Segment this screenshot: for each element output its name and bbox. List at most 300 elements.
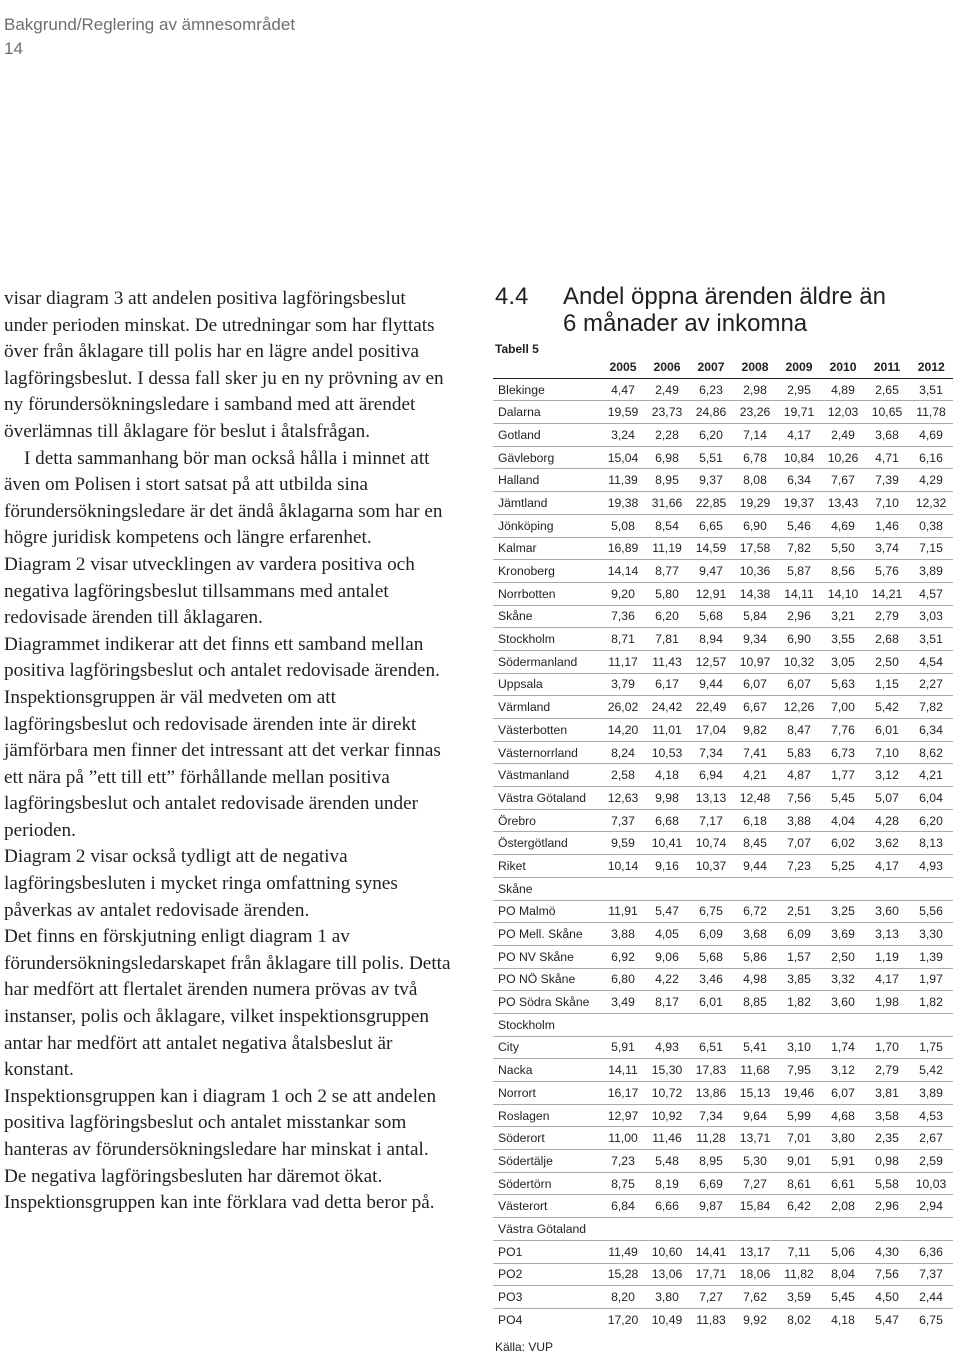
table-cell: 4,93 xyxy=(645,1036,689,1059)
table-cell: 3,12 xyxy=(821,1059,865,1082)
table-cell: 12,97 xyxy=(601,1104,645,1127)
table-cell: 3,13 xyxy=(865,923,909,946)
table-cell: 10,72 xyxy=(645,1082,689,1105)
row-label: Riket xyxy=(493,855,601,878)
row-label: Örebro xyxy=(493,809,601,832)
table-cell: 8,75 xyxy=(601,1172,645,1195)
table-row xyxy=(493,582,953,605)
table-cell: 9,59 xyxy=(601,832,645,855)
table-cell: 3,62 xyxy=(865,832,909,855)
table-cell: 6,07 xyxy=(821,1082,865,1105)
row-label: Gotland xyxy=(493,424,601,447)
table-cell: 5,47 xyxy=(645,900,689,923)
row-label: PO1 xyxy=(493,1240,601,1263)
table-row xyxy=(493,1082,953,1105)
table-cell: 8,47 xyxy=(777,719,821,742)
table-row xyxy=(493,832,953,855)
table-cell: 2,08 xyxy=(821,1195,865,1218)
table-cell: 10,32 xyxy=(777,650,821,673)
table-cell: 3,80 xyxy=(645,1286,689,1309)
table-cell: 4,18 xyxy=(645,764,689,787)
table-cell: 17,58 xyxy=(733,537,777,560)
row-label: Södertälje xyxy=(493,1150,601,1173)
header-section-title: Bakgrund/Reglering av ämnesområdet xyxy=(4,15,296,34)
section-title-line2: 6 månader av inkomna xyxy=(563,310,808,337)
table-cell: 5,86 xyxy=(733,945,777,968)
row-label: Västmanland xyxy=(493,764,601,787)
table-cell: 6,84 xyxy=(601,1195,645,1218)
table-cell: 5,46 xyxy=(777,514,821,537)
table-cell: 3,60 xyxy=(821,991,865,1014)
table-cell: 5,83 xyxy=(777,741,821,764)
table-row xyxy=(493,1059,953,1082)
table-cell: 11,49 xyxy=(601,1240,645,1263)
table-cell: 1,82 xyxy=(777,991,821,1014)
table-cell: 8,85 xyxy=(733,991,777,1014)
table-cell: 9,06 xyxy=(645,945,689,968)
table-cell: 1,97 xyxy=(909,968,953,991)
table-cell: 2,67 xyxy=(909,1127,953,1150)
table-cell: 5,47 xyxy=(875,1312,899,1327)
section-title-line1: Andel öppna ärenden äldre än xyxy=(563,283,886,310)
table-cell: 5,30 xyxy=(733,1150,777,1173)
table-row xyxy=(493,855,953,878)
table-cell: 2,51 xyxy=(777,900,821,923)
table-cell: 14,41 xyxy=(689,1240,733,1263)
table-cell: 19,59 xyxy=(601,401,645,424)
table-cell: 1,74 xyxy=(821,1036,865,1059)
table-cell: 9,01 xyxy=(777,1150,821,1173)
table-cell: 2,79 xyxy=(865,1059,909,1082)
table-cell: 2,94 xyxy=(909,1195,953,1218)
table-row xyxy=(493,560,953,583)
table-cell: 7,14 xyxy=(733,424,777,447)
table-cell: 11,01 xyxy=(645,719,689,742)
table-cell: 14,59 xyxy=(689,537,733,560)
table-cell: 6,66 xyxy=(645,1195,689,1218)
table-cell: 3,74 xyxy=(865,537,909,560)
table-row xyxy=(493,1172,953,1195)
table-source: Källa: VUP xyxy=(495,1340,554,1354)
table-cell: 4,69 xyxy=(909,424,953,447)
table-cell: 8,13 xyxy=(909,832,953,855)
table-cell: 4,28 xyxy=(865,809,909,832)
table-cell: 9,92 xyxy=(743,1312,767,1327)
table-cell: 5,56 xyxy=(909,900,953,923)
table-cell: 7,82 xyxy=(909,696,953,719)
table-cell: 6,92 xyxy=(601,945,645,968)
row-label: Kronoberg xyxy=(493,560,601,583)
table-cell: 5,45 xyxy=(821,787,865,810)
table-cell: 7,95 xyxy=(777,1059,821,1082)
table-cell: 3,59 xyxy=(777,1286,821,1309)
year-header: 2011 xyxy=(865,356,909,378)
table-cell: 6,51 xyxy=(689,1036,733,1059)
table-cell: 4,69 xyxy=(821,514,865,537)
table-cell: 7,56 xyxy=(777,787,821,810)
table-cell: 2,96 xyxy=(777,605,821,628)
row-label: Roslagen xyxy=(493,1104,601,1127)
table-cell: 8,45 xyxy=(733,832,777,855)
table-cell: 4,93 xyxy=(909,855,953,878)
table-cell: 3,25 xyxy=(821,900,865,923)
table-cell: 4,57 xyxy=(909,582,953,605)
table-cell: 5,76 xyxy=(865,560,909,583)
body-paragraph: Diagrammet indikerar att det finns ett samband mellan positiva lagföringsbeslut och antalet redovisade ärenden. Inspektionsgruppen är väl medveten om att lagföringsbeslut och redovisade ärenden inte är direkt jämförbara men finner det intressant att det verkar finnas ett nära på ”ett till ett” förhållande mellan positiva lagföringsbeslut och antalet redovisade ärenden under perioden. xyxy=(4,633,441,841)
table-cell: 8,94 xyxy=(689,628,733,651)
table-cell: 11,78 xyxy=(909,401,953,424)
table-cell: 3,32 xyxy=(821,968,865,991)
table-cell: 12,32 xyxy=(909,492,953,515)
table-row xyxy=(493,628,953,651)
table-cell: 7,81 xyxy=(645,628,689,651)
table-cell: 7,39 xyxy=(865,469,909,492)
table-row xyxy=(493,1286,953,1309)
table-cell: 3,30 xyxy=(909,923,953,946)
body-paragraph: visar diagram 3 att andelen positiva lagföringsbeslut under perioden minskat. De utredningar som har flyttats över från åklagare till polis har en lägre andel positiva lagföringsbeslut. I dessa fall sker ju en ny prövning av en ny förundersökningsledare i samband med att ärendet överlämnas till åklagare för beslut i åtalsfrågan. xyxy=(4,288,444,442)
table-cell: 4,22 xyxy=(645,968,689,991)
table-cell: 7,01 xyxy=(777,1127,821,1150)
table-cell: 10,37 xyxy=(689,855,733,878)
row-label: Gävleborg xyxy=(493,446,601,469)
header-corner xyxy=(493,356,601,378)
row-label: Västerbotten xyxy=(493,719,601,742)
table-row xyxy=(493,787,953,810)
table-cell: 7,27 xyxy=(689,1286,733,1309)
table-row xyxy=(493,424,953,447)
table-row xyxy=(493,605,953,628)
table-cell: 17,71 xyxy=(689,1263,733,1286)
table-row xyxy=(493,469,953,492)
table-cell: 2,79 xyxy=(865,605,909,628)
table-row xyxy=(493,514,953,537)
table-row xyxy=(493,1150,953,1173)
table-group-row xyxy=(493,1218,953,1241)
year-header: 2012 xyxy=(909,356,953,378)
row-label: Västra Götaland xyxy=(493,787,601,810)
table-cell: 12,48 xyxy=(733,787,777,810)
table-cell: 10,26 xyxy=(821,446,865,469)
table-cell: 22,85 xyxy=(689,492,733,515)
table-cell: 6,75 xyxy=(919,1312,943,1327)
table-cell: 14,20 xyxy=(601,719,645,742)
table-cell: 15,30 xyxy=(645,1059,689,1082)
table-cell: 4,89 xyxy=(821,378,865,401)
table-cell: 4,87 xyxy=(777,764,821,787)
row-label: Östergötland xyxy=(493,832,601,855)
table-cell: 3,10 xyxy=(777,1036,821,1059)
table-row xyxy=(493,968,953,991)
year-header: 2010 xyxy=(821,356,865,378)
year-header: 2005 xyxy=(601,356,645,378)
table-cell: 11,00 xyxy=(601,1127,645,1150)
table-cell: 5,63 xyxy=(821,673,865,696)
table-cell: 15,84 xyxy=(733,1195,777,1218)
table-cell: 5,42 xyxy=(909,1059,953,1082)
table-cell: 7,27 xyxy=(733,1172,777,1195)
table-cell: 1,98 xyxy=(865,991,909,1014)
table-cell: 4,50 xyxy=(865,1286,909,1309)
table-cell: 17,83 xyxy=(689,1059,733,1082)
table-row xyxy=(493,1308,953,1330)
row-label: PO4 xyxy=(498,1312,523,1327)
table-cell: 8,95 xyxy=(645,469,689,492)
table-cell: 14,11 xyxy=(601,1059,645,1082)
table-cell: 5,68 xyxy=(689,605,733,628)
table-cell: 6,16 xyxy=(909,446,953,469)
table-cell: 2,59 xyxy=(909,1150,953,1173)
table-cell: 5,91 xyxy=(601,1036,645,1059)
table-group-row xyxy=(493,1013,953,1036)
table-cell: 13,86 xyxy=(689,1082,733,1105)
table-cell: 17,04 xyxy=(689,719,733,742)
table-cell: 5,41 xyxy=(733,1036,777,1059)
body-paragraph: I detta sammanhang bör man också hålla i minnet att även om Polisen i stort satsat på att utbilda sina förundersökningsledare är det ändå åklagarna som har en högre juridisk kompetens och längre erfarenhet. xyxy=(4,447,443,549)
section-number: 4.4 xyxy=(495,283,529,310)
body-paragraph: Det finns en förskjutning enligt diagram 1 av förundersökningsledarskapet från åklagare till polis. Detta har medfört att flertalet ärenden numera prövas av två instanser, polis och åklagare, vilket inspektionsgruppen antar har medfört att antalet negativa åtalsbeslut är konstant. xyxy=(4,926,451,1081)
table-cell: 7,23 xyxy=(601,1150,645,1173)
table-row xyxy=(493,764,953,787)
table-cell: 3,05 xyxy=(821,650,865,673)
table-cell: 0,98 xyxy=(865,1150,909,1173)
table-cell: 7,56 xyxy=(865,1263,909,1286)
row-label: PO NÖ Skåne xyxy=(493,968,601,991)
table-cell: 5,25 xyxy=(821,855,865,878)
table-cell: 7,07 xyxy=(777,832,821,855)
table-cell: 5,48 xyxy=(645,1150,689,1173)
table-cell: 10,84 xyxy=(777,446,821,469)
table-cell: 6,67 xyxy=(733,696,777,719)
table-cell: 6,78 xyxy=(733,446,777,469)
table-row xyxy=(493,1104,953,1127)
table-cell: 2,49 xyxy=(645,378,689,401)
table-row xyxy=(493,809,953,832)
row-label: Nacka xyxy=(493,1059,601,1082)
table-cell: 5,07 xyxy=(865,787,909,810)
group-label: Västra Götaland xyxy=(493,1218,953,1241)
table-cell: 7,15 xyxy=(909,537,953,560)
row-label: PO3 xyxy=(493,1286,601,1309)
table-cell: 1,19 xyxy=(865,945,909,968)
table-cell: 3,12 xyxy=(865,764,909,787)
table-cell: 13,17 xyxy=(733,1240,777,1263)
data-table xyxy=(493,356,953,1331)
table-cell: 4,17 xyxy=(865,855,909,878)
table-cell: 24,86 xyxy=(689,401,733,424)
table-cell: 1,39 xyxy=(909,945,953,968)
table-cell: 19,46 xyxy=(777,1082,821,1105)
table-cell: 8,62 xyxy=(909,741,953,764)
table-cell: 3,21 xyxy=(821,605,865,628)
table-cell: 18,06 xyxy=(733,1263,777,1286)
table-cell: 3,68 xyxy=(733,923,777,946)
table-cell: 11,91 xyxy=(601,900,645,923)
table-cell: 4,54 xyxy=(909,650,953,673)
table-cell: 3,51 xyxy=(909,628,953,651)
table-cell: 5,87 xyxy=(777,560,821,583)
table-cell: 4,53 xyxy=(909,1104,953,1127)
table-cell: 3,79 xyxy=(601,673,645,696)
table-cell: 23,26 xyxy=(733,401,777,424)
table-cell: 26,02 xyxy=(601,696,645,719)
table-cell: 8,20 xyxy=(601,1286,645,1309)
table-cell: 3,58 xyxy=(865,1104,909,1127)
table-cell: 11,17 xyxy=(601,650,645,673)
table-cell: 10,14 xyxy=(601,855,645,878)
table-cell: 6,61 xyxy=(821,1172,865,1195)
table-cell: 6,98 xyxy=(645,446,689,469)
table-cell: 2,49 xyxy=(821,424,865,447)
table-cell: 7,76 xyxy=(821,719,865,742)
table-cell: 7,34 xyxy=(689,741,733,764)
table-cell: 4,47 xyxy=(601,378,645,401)
table-cell: 15,04 xyxy=(601,446,645,469)
table-cell: 9,98 xyxy=(645,787,689,810)
table-cell: 6,90 xyxy=(733,514,777,537)
table-cell: 6,42 xyxy=(777,1195,821,1218)
table-cell: 14,14 xyxy=(601,560,645,583)
table-cell: 12,57 xyxy=(689,650,733,673)
table-row xyxy=(493,923,953,946)
table-cell: 3,55 xyxy=(821,628,865,651)
table-row xyxy=(493,537,953,560)
table-cell: 8,08 xyxy=(733,469,777,492)
table-row xyxy=(493,696,953,719)
table-cell: 8,61 xyxy=(777,1172,821,1195)
table-row xyxy=(493,1036,953,1059)
table-cell: 4,17 xyxy=(865,968,909,991)
table-header-row xyxy=(493,356,953,378)
table-cell: 13,43 xyxy=(821,492,865,515)
table-cell: 10,53 xyxy=(645,741,689,764)
table-cell: 8,04 xyxy=(821,1263,865,1286)
table-cell: 8,71 xyxy=(601,628,645,651)
table-cell: 7,23 xyxy=(777,855,821,878)
table-group-row xyxy=(493,877,953,900)
table-cell: 2,58 xyxy=(601,764,645,787)
table-cell: 4,71 xyxy=(865,446,909,469)
table-cell: 3,69 xyxy=(821,923,865,946)
table-cell: 3,88 xyxy=(777,809,821,832)
table-cell: 3,49 xyxy=(601,991,645,1014)
table-cell: 13,13 xyxy=(689,787,733,810)
row-label: Norrbotten xyxy=(493,582,601,605)
table-cell: 12,91 xyxy=(689,582,733,605)
table-cell: 12,63 xyxy=(601,787,645,810)
table-cell: 11,46 xyxy=(645,1127,689,1150)
table-row xyxy=(493,378,953,401)
table-cell: 31,66 xyxy=(645,492,689,515)
table-cell: 4,21 xyxy=(909,764,953,787)
table-cell: 5,80 xyxy=(645,582,689,605)
table-cell: 5,42 xyxy=(865,696,909,719)
table-cell: 6,09 xyxy=(689,923,733,946)
table-cell: 8,19 xyxy=(645,1172,689,1195)
table-cell: 19,29 xyxy=(733,492,777,515)
table-row xyxy=(493,900,953,923)
table-label: Tabell 5 xyxy=(495,342,539,356)
table-cell: 6,36 xyxy=(909,1240,953,1263)
table-cell: 6,75 xyxy=(689,900,733,923)
table-cell: 6,68 xyxy=(645,809,689,832)
table-cell: 5,68 xyxy=(689,945,733,968)
row-label: City xyxy=(493,1036,601,1059)
table-cell: 6,23 xyxy=(689,378,733,401)
table-cell: 7,62 xyxy=(733,1286,777,1309)
section-heading xyxy=(495,283,955,337)
table-row xyxy=(493,741,953,764)
table-cell: 2,50 xyxy=(821,945,865,968)
table-cell: 6,34 xyxy=(909,719,953,742)
table-cell: 2,44 xyxy=(909,1286,953,1309)
table-cell: 0,38 xyxy=(909,514,953,537)
table-body xyxy=(493,378,953,1330)
row-label: PO Malmö xyxy=(493,900,601,923)
table-cell: 23,73 xyxy=(645,401,689,424)
table-cell: 5,08 xyxy=(601,514,645,537)
table-cell: 3,03 xyxy=(909,605,953,628)
running-header xyxy=(4,14,295,60)
table-cell: 22,49 xyxy=(689,696,733,719)
table-cell: 4,17 xyxy=(777,424,821,447)
row-label: Värmland xyxy=(493,696,601,719)
group-label: Skåne xyxy=(493,877,953,900)
table-cell: 12,26 xyxy=(777,696,821,719)
table-cell: 11,28 xyxy=(689,1127,733,1150)
row-label: Jämtland xyxy=(493,492,601,515)
table-cell: 14,11 xyxy=(777,582,821,605)
table-cell: 10,36 xyxy=(733,560,777,583)
table-cell: 7,41 xyxy=(733,741,777,764)
table-cell: 8,95 xyxy=(689,1150,733,1173)
table-cell: 6,18 xyxy=(733,809,777,832)
table-cell: 1,77 xyxy=(821,764,865,787)
table-cell: 15,13 xyxy=(733,1082,777,1105)
table-cell: 5,51 xyxy=(689,446,733,469)
table-cell: 6,73 xyxy=(821,741,865,764)
table-cell: 7,67 xyxy=(821,469,865,492)
row-label: PO Södra Skåne xyxy=(493,991,601,1014)
year-header: 2007 xyxy=(689,356,733,378)
table-cell: 3,80 xyxy=(821,1127,865,1150)
table-cell: 6,69 xyxy=(689,1172,733,1195)
table-cell: 2,95 xyxy=(777,378,821,401)
table-cell: 11,82 xyxy=(777,1263,821,1286)
table-cell: 4,04 xyxy=(821,809,865,832)
table-cell: 6,17 xyxy=(645,673,689,696)
table-cell: 2,28 xyxy=(645,424,689,447)
table-cell: 3,88 xyxy=(601,923,645,946)
table-cell: 9,47 xyxy=(689,560,733,583)
table-cell: 5,06 xyxy=(821,1240,865,1263)
table-cell: 10,65 xyxy=(865,401,909,424)
table-cell: 10,60 xyxy=(645,1240,689,1263)
table-cell: 7,37 xyxy=(909,1263,953,1286)
table-cell: 19,38 xyxy=(601,492,645,515)
table-cell: 11,83 xyxy=(696,1312,726,1327)
table-cell: 2,98 xyxy=(733,378,777,401)
table-cell: 9,44 xyxy=(689,673,733,696)
table-cell: 6,02 xyxy=(821,832,865,855)
table-cell: 5,58 xyxy=(865,1172,909,1195)
table-cell: 6,07 xyxy=(777,673,821,696)
table-cell: 7,37 xyxy=(601,809,645,832)
table-cell: 9,82 xyxy=(733,719,777,742)
table-cell: 7,82 xyxy=(777,537,821,560)
row-label: PO NV Skåne xyxy=(493,945,601,968)
table-cell: 10,97 xyxy=(733,650,777,673)
table-cell: 8,17 xyxy=(645,991,689,1014)
